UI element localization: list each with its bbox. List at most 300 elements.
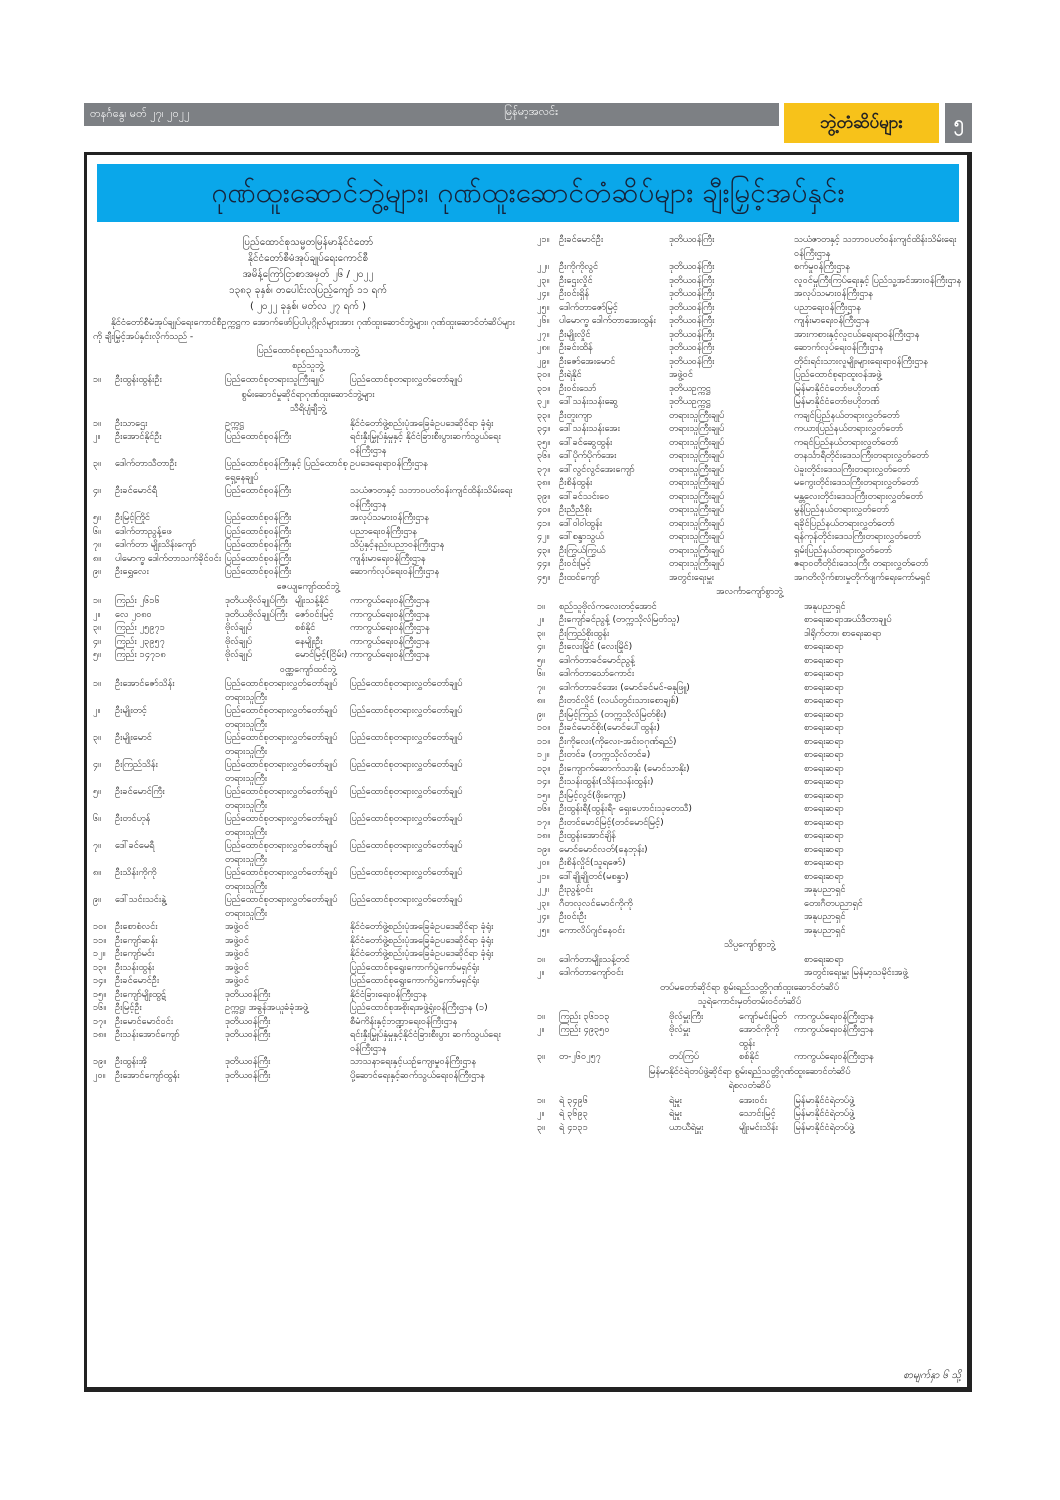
row-number: ၇။: [537, 681, 545, 693]
table-row: [93, 608, 523, 622]
person-name: ဒေါ်လွင်လွင်အေးကျော်: [559, 463, 635, 475]
profession: စာရေးဆရာ: [804, 695, 844, 706]
profession: စာရေးဆရာ: [804, 749, 844, 760]
table-row: [93, 947, 523, 961]
person-name: ဦးခင်မောင်စိုး(မောင်ပေါ်ထွန်း): [559, 722, 660, 733]
row-number: ၁၈။: [537, 830, 551, 841]
table-row: [537, 301, 962, 315]
table-row: [93, 934, 523, 948]
ministry: ကာကွယ်ရေးဝန်ကြီးဌာန: [794, 1051, 874, 1062]
section-title: မြန်မာနိုင်ငံရဲတပ်ဖွဲ့ဆိုင်ရာ စွမ်းရည်သတ္တိဂုဏ်ထူးဆောင်တံဆိပ်: [648, 1065, 851, 1077]
person-name: ဒေါ်ပိုက်ပိုက်အေး: [559, 450, 617, 461]
ministry: ပြည်ထောင်စုရွေးကောက်ပွဲကော်မရှင်ရုံး: [350, 975, 480, 986]
table-row: [537, 802, 962, 816]
table-row: [93, 812, 523, 839]
person-name: စည်သူဗိုလ်ကလေးတင့်အောင်: [559, 600, 657, 612]
person-name: ဒေါက်တာမျိုးသန့်တင်: [559, 953, 630, 965]
person-name: ဦးတင်လှိုင် (လယ်တွင်းသားစောချစ်): [559, 695, 679, 706]
row-number: ၈။: [93, 867, 102, 878]
row-number: ၃၀။: [537, 369, 551, 380]
row-number: ၁။: [537, 600, 545, 612]
row-number: ၁၉။: [537, 843, 551, 855]
row-number: ၁။: [93, 678, 101, 689]
table-row: [93, 538, 523, 552]
row-number: ၆။: [537, 668, 545, 679]
profession: စာရေးဆရာ: [804, 762, 844, 774]
row-number: ၄။: [93, 759, 101, 770]
table-row: [93, 565, 523, 579]
ministry: အလုပ်သမားဝန်ကြီးဌာန: [794, 288, 873, 299]
person-name: ဦးကျော်မျိုးထွဋ်: [115, 988, 166, 1000]
table-row: [93, 677, 523, 704]
row-number: ၁၄။: [537, 776, 551, 787]
ministry: နိုင်ငံတော်ဖွဲ့စည်းပုံအခြေခံဥပဒေဆိုင်ရာ ခုံရုံး: [350, 417, 494, 429]
person-name: ဦးကြွယ်ကြွယ်: [559, 544, 606, 556]
profession: စာရေးဆရာ: [804, 816, 844, 828]
service-number: ကြည်း ၂၅၉၇၁: [115, 622, 165, 633]
profession: စာရေးဆရာ: [804, 857, 844, 868]
table-row: [93, 974, 523, 988]
row-number: ၃၆။: [537, 450, 551, 461]
ministry: အလုပ်သမားဝန်ကြီးဌာန: [350, 512, 429, 523]
table-row: [537, 1050, 962, 1064]
position: ပြည်ထောင်စုဝန်ကြီး: [225, 431, 292, 442]
table-row: [93, 373, 523, 387]
header-line: ၁၃၈၃ ခုနှစ်၊ တပေါင်းလပြည့်ကျော် ၁၁ ရက်: [228, 285, 388, 296]
person-name: ဦးမြင့်ဦး: [115, 1002, 142, 1013]
table-row: [537, 600, 962, 614]
award-section: [537, 233, 962, 584]
position: အဖွဲ့ဝင်: [225, 975, 249, 986]
table-row: [93, 988, 523, 1002]
person-name: မျိုးမင်းသိန်း: [739, 1121, 779, 1133]
person-name: ဦးမြင့်ကြိုင်: [115, 512, 150, 523]
rank: ရဲမှူး: [669, 1108, 682, 1119]
rank: ဗိုလ်ချုပ်: [225, 635, 253, 647]
row-number: ၁၂။: [537, 749, 550, 760]
table-row: [93, 920, 523, 934]
row-number: ၂၀။: [93, 1069, 106, 1081]
rank: တပ်ကြပ်: [669, 1051, 699, 1062]
person-name: ဦးသာဌေး: [115, 417, 148, 429]
row-number: ၁၃။: [537, 762, 551, 774]
table-row: [537, 708, 962, 722]
position: ဒုတိယဝန်ကြီး: [225, 1056, 271, 1067]
position: ဒုတိယဝန်ကြီး: [669, 274, 715, 286]
person-name: မောင်မောင်လတ်(နေဘုန်း): [559, 843, 648, 855]
service-number: ရဲ ၄၁၃၁: [559, 1121, 588, 1133]
intro-paragraph: နိုင်ငံတော်စီမံအုပ်ချုပ်ရေးကောင်စီဥက္ကဋ္ဌက အောက်ဖော်ပြပါပုဂ္ဂိုလ်များအား ဂုဏ်ထူးဆောင်ဘွဲ့များ၊ ဂုဏ်ထူးဆောင်တံဆိပ်များကို ချီးမြှင့်အပ်နှင်းလိုက်သည် -: [93, 317, 515, 342]
rank: ဒုတိယဗိုလ်ချုပ်ကြီး: [225, 608, 288, 620]
ministry: ပြည်ထောင်စုတရားလွှတ်တော်ချုပ်: [350, 840, 463, 851]
row-number: ၁၃။: [93, 961, 107, 973]
person-name: ဒေါက်တာညွန့်ဖေ: [115, 525, 172, 537]
table-row: [537, 517, 962, 531]
row-number: ၃၃။: [537, 409, 551, 421]
ministry: သယံဇာတနှင့် သဘာဝပတ်ဝန်းကျင်ထိန်းသိမ်းရေးဝန်ကြီးဌာန: [350, 485, 513, 510]
person-name: ဒေါ်ခင်ဆွေထွန်း: [559, 436, 613, 448]
row-number: ၆။: [93, 813, 101, 824]
newspaper-name: မြန်မာ့အလင်း: [504, 105, 558, 118]
award-section: [93, 388, 523, 579]
row-number: ၁၀။: [93, 921, 107, 932]
section-title: စည်သူဘွဲ့: [292, 359, 324, 371]
ministry: ပညာရေးဝန်ကြီးဌာန: [794, 301, 861, 313]
ministry: ပြည်ထောင်စုအစိုးရအဖွဲ့ရုံးဝန်ကြီးဌာန (၁): [350, 1002, 488, 1013]
row-number: ၃၅။: [537, 436, 551, 448]
table-row: [537, 260, 962, 274]
table-row: [93, 511, 523, 525]
ministry: ပြည်ထောင်စုတရားလွှတ်တော်ချုပ်: [350, 732, 463, 743]
table-row: [537, 422, 962, 436]
rank: ဗိုလ်မှူးကြီး: [669, 1010, 704, 1022]
table-row: [537, 613, 962, 627]
section-title: စွမ်းဆောင်မှုဆိုင်ရာဂုဏ်ထူးဆောင်ဘွဲ့များ: [241, 388, 375, 400]
row-number: ၁၅။: [93, 988, 107, 1000]
position: ဒုတိယဝန်ကြီး: [225, 1069, 271, 1081]
row-number: ၁၁။: [537, 735, 551, 747]
table-row: [537, 816, 962, 830]
left-column: [93, 235, 523, 1082]
row-number: ၃၉။: [537, 490, 551, 502]
ministry: ကာကွယ်ရေးဝန်ကြီးဌာန: [794, 1024, 874, 1035]
header-line: ( ၂၀၂၂ ခုနှစ်၊ မတ်လ ၂၇ ရက် ): [249, 301, 367, 312]
table-row: [537, 355, 962, 369]
person-name: ဦးမြင့်လွင်(ဖိုးကျော့): [559, 789, 626, 801]
position: ပြည်ထောင်စုတရားလွှတ်တော်ချုပ် တရားသူကြီး: [225, 759, 338, 784]
profession: စာရေးဆရာအယ်ဒီတာချုပ်: [804, 614, 892, 625]
position: ပြည်ထောင်စုတရားလွှတ်တော်ချုပ် တရားသူကြီး: [225, 678, 338, 703]
person-name: ဦးထွန်းရီ(ထွန်းရီ- ရှေးဟောင်းသုတေသီ): [559, 803, 692, 814]
person-name: ဦးတင်ခ (တက္ကသိုလ်တင်ခ): [559, 749, 651, 760]
ministry: မြန်မာနိုင်ငံရဲတပ်ဖွဲ့: [794, 1108, 855, 1119]
person-name: ဦးတင်ဟုန်: [115, 813, 151, 824]
table-row: [537, 476, 962, 490]
ministry: ပြည်ထောင်စုတရားလွှတ်တော်ချုပ်: [350, 867, 463, 878]
row-number: ၃၂။: [537, 396, 550, 407]
table-row: [93, 484, 523, 511]
person-name: ဒေါ်သန်းသန်းဆွေ: [559, 396, 619, 407]
person-name: ဦးခင်မောင်ဦး: [115, 975, 160, 986]
person-name: ဦးအောင်နိုင်ဦး: [115, 431, 162, 442]
table-row: [537, 897, 962, 911]
position: တရားသူကြီးချုပ်: [669, 436, 725, 448]
person-name: မောင်မြင့်(ငြိမ်း): [295, 649, 348, 660]
table-row: [93, 525, 523, 539]
person-name: ဒေါ်ခင်မေရီ: [115, 840, 155, 851]
table-row: [537, 1107, 962, 1121]
position: ပြည်ထောင်စုတရားလွှတ်တော်ချုပ် တရားသူကြီး: [225, 732, 338, 757]
header-line: အမိန့်ကြော်ငြာစာအမှတ် ၂၆ / ၂၀၂၂: [242, 269, 374, 280]
section-title: အလင်္ကာကျော်စွာဘွဲ့: [716, 586, 783, 597]
table-row: [537, 233, 962, 260]
row-number: ၂၃။: [537, 897, 550, 909]
person-name: ဦးဝင်းသော်: [559, 382, 597, 394]
person-name: ဦးခင်မောင်ရီ: [115, 485, 158, 496]
person-name: ဒေါက်တာဇော်မြင့်: [559, 301, 618, 313]
position: ဒုတိယဝန်ကြီး: [225, 1029, 271, 1040]
row-number: ၂၃။: [537, 274, 550, 286]
row-number: ၄။: [537, 641, 545, 652]
table-row: [537, 571, 962, 585]
award-section: [93, 344, 523, 387]
row-number: ၃။: [93, 458, 101, 469]
service-number: ရဲ ၃၄၉၆: [559, 1094, 588, 1106]
person-name: ဦးမျိုးမောင်: [115, 732, 152, 743]
table-row: [537, 789, 962, 803]
row-number: ၄၃။: [537, 544, 551, 556]
header-line: ပြည်ထောင်စုသမ္မတမြန်မာနိုင်ငံတော်: [242, 237, 374, 248]
profession: စာရေးဆရာ: [804, 830, 844, 841]
ministry: ရခိုင်ပြည်နယ်တရားလွှတ်တော်: [794, 517, 895, 529]
row-number: ၁။: [93, 374, 101, 385]
table-row: [537, 924, 962, 938]
row-number: ၁၁။: [93, 934, 107, 946]
rank: ရဲမှူး: [669, 1094, 682, 1106]
position: ပြည်ထောင်စုဝန်ကြီး: [225, 539, 292, 550]
table-row: [537, 843, 962, 857]
table-row: [93, 866, 523, 893]
row-number: ၃၄။: [537, 423, 551, 434]
award-section: [537, 981, 962, 1064]
position: ပြည်ထောင်စုဝန်ကြီး: [225, 566, 292, 577]
table-row: [537, 627, 962, 641]
row-number: ၃။: [93, 622, 101, 633]
table-row: [537, 883, 962, 897]
position: ဒုတိယဝန်ကြီး: [669, 355, 715, 367]
row-number: ၂၄။: [537, 911, 550, 922]
header-line: နိုင်ငံတော်စီမံအုပ်ချုပ်ရေးကောင်စီ: [247, 253, 369, 264]
position: ဒုတိယဥက္ကဋ္ဌ: [669, 382, 711, 394]
row-number: ၆။: [93, 525, 101, 537]
table-row: [537, 721, 962, 735]
section-title: ရဲစလတံဆိပ်: [728, 1080, 771, 1091]
position: အဖွဲ့ဝင်: [225, 961, 249, 973]
person-name: ဒေါ်စန္ဒာသွယ်: [559, 531, 605, 542]
profession: စာရေးဆရာ: [804, 735, 844, 747]
row-number: ၂။: [537, 614, 545, 625]
person-name: ဦးညီညီစိုး: [559, 504, 592, 515]
service-number: ကြည်း ၁၄၇၁၈: [115, 649, 166, 660]
person-name: ပါမောက္ခ ဒေါက်တာအေးထွန်း: [559, 315, 656, 326]
row-number: ၈။: [93, 552, 102, 564]
person-name: မျိုးသန့်နိုင်: [295, 595, 329, 606]
ministry: ကာကွယ်ရေးဝန်ကြီးဌာန: [794, 1010, 874, 1022]
row-number: ၉။: [537, 708, 545, 720]
person-name: ကျော်မင်းမြတ်: [739, 1010, 787, 1022]
table-row: [93, 758, 523, 785]
table-row: [537, 1094, 962, 1108]
table-row: [537, 544, 962, 558]
ministry: နိုင်ငံတော်ဖွဲ့စည်းပုံအခြေခံဥပဒေဆိုင်ရာ ခုံရုံး: [350, 934, 494, 946]
row-number: ၇။: [93, 539, 101, 550]
row-number: ၂။: [93, 608, 101, 620]
position: တရားသူကြီးချုပ်: [669, 463, 725, 475]
table-row: [537, 748, 962, 762]
row-number: ၁။: [93, 595, 101, 606]
person-name: ဒေါက်တာခင်မောင်ညွန့်: [559, 654, 635, 666]
row-number: ၂။: [93, 705, 101, 716]
person-name: ဂီတလုလင်မောင်ကိုကို: [559, 897, 633, 909]
position: ပြည်ထောင်စုဝန်ကြီး: [225, 485, 292, 496]
rank: ဗိုလ်ချုပ်: [225, 622, 253, 633]
position: ပြည်ထောင်စုဝန်ကြီး: [225, 512, 292, 523]
table-row: [537, 341, 962, 355]
table-row: [93, 893, 523, 920]
row-number: ၃။: [537, 1121, 545, 1133]
service-number: ကြည်း ၄၉၃၅၀: [559, 1024, 610, 1035]
table-row: [537, 314, 962, 328]
row-number: ၁၉။: [93, 1056, 107, 1067]
profession: စာရေးဆရာ: [804, 681, 844, 693]
profession: စာရေးဆရာ: [804, 641, 844, 652]
table-row: [537, 328, 962, 342]
position: တရားသူကြီးချုပ်: [669, 423, 725, 434]
section-title: ပြည်ထောင်စုစည်သူသဂီဟာဘွဲ့: [256, 345, 360, 356]
row-number: ၁၈။: [93, 1029, 107, 1040]
profession: အတွင်းရေးမှူး မြန်မာ့သမိုင်းအဖွဲ့: [804, 967, 908, 978]
table-row: [537, 368, 962, 382]
table-row: [93, 417, 523, 431]
ministry: ကချင်ပြည်နယ်တရားလွှတ်တော်: [794, 409, 900, 421]
row-number: ၁၆။: [537, 803, 551, 814]
award-section: [537, 585, 962, 937]
position: ပြည်ထောင်စုတရားလွှတ်တော်ချုပ် တရားသူကြီး: [225, 867, 338, 892]
service-number: ကြည်း ၂၃၉၅၇: [115, 635, 165, 647]
person-name: ဦးခင်မောင်ကြီး: [115, 786, 165, 797]
profession: စာရေးဆရာ: [804, 843, 844, 855]
person-name: ဒေါ်ချိုချိုတင်(မစန္ဒာ): [559, 870, 629, 882]
person-name: ဦးရဲနိုင်: [559, 369, 582, 380]
position: ဒုတိယဝန်ကြီး: [669, 342, 715, 353]
table-row: [537, 694, 962, 708]
ministry: နိုင်ငံတော်ဖွဲ့စည်းပုံအခြေခံဥပဒေဆိုင်ရာ ခုံရုံး: [350, 921, 494, 932]
section-title: တပ်မတော်ဆိုင်ရာ စွမ်းရည်သတ္တိဂုဏ်ထူးဆောင်တံဆိပ်: [659, 981, 839, 993]
table-row: [93, 731, 523, 758]
row-number: ၂၁။: [537, 870, 550, 882]
table-row: [93, 1001, 523, 1015]
person-name: ဦးဝင်းရှိန်: [559, 288, 590, 299]
position: ဒုတိယဥက္ကဋ္ဌ: [669, 396, 711, 407]
row-number: ၁၇။: [93, 1015, 107, 1027]
table-row: [537, 463, 962, 477]
row-number: ၂၅။: [537, 301, 550, 313]
person-name: ဒေါက်တာသီတာဦး: [115, 458, 177, 469]
table-row: [537, 382, 962, 396]
person-name: နေမျိုးဦး: [295, 635, 323, 647]
person-name: ဦးညွန့်ဝင်း: [559, 884, 593, 895]
table-row: [93, 839, 523, 866]
continued-note: စာမျက်နှာ ၆ သို့: [903, 1370, 961, 1381]
person-name: ဦးမျိုးတင့်: [115, 705, 147, 716]
position: တရားသူကြီးချုပ်: [669, 409, 725, 421]
row-number: ၄၂။: [537, 531, 550, 542]
row-number: ၂။: [93, 431, 101, 442]
person-name: ဦးစောစံလင်း: [115, 921, 158, 932]
row-number: ၄၅။: [537, 571, 551, 583]
profession: စာရေးဆရာ: [804, 654, 844, 666]
profession: အနုပညာရှင်: [804, 911, 846, 922]
section-title: ဝဏ္ဏကျော်ထင်ဘွဲ့: [279, 663, 337, 675]
ministry: ရင်းနှီးမြှုပ်နှံမှုနှင့် နိုင်ငံခြားစီးပွားဆက်သွယ်ရေးဝန်ကြီးဌာန: [350, 431, 501, 456]
position: ဒုတိယဝန်ကြီး: [225, 988, 271, 1000]
row-number: ၃၁။: [537, 382, 551, 394]
person-name: ဦးကျော်ဆန်း: [115, 934, 158, 946]
table-row: [537, 1010, 962, 1024]
person-name: ဦးသိန်းကိုကို: [115, 867, 157, 878]
table-row: [93, 635, 523, 649]
row-number: ၁၄။: [93, 975, 107, 986]
position: အဖွဲ့ဝင်: [225, 921, 249, 932]
table-row: [537, 449, 962, 463]
table-row: [537, 530, 962, 544]
table-row: [93, 621, 523, 635]
row-number: ၁။: [537, 953, 545, 965]
ministry: ဥပဒေရေးရာဝန်ကြီးဌာန: [350, 458, 428, 469]
person-name: ဦးခင်မောင်ဦး: [559, 234, 604, 245]
ministry: ရန်ကုန်တိုင်းဒေသကြီးတရားလွှတ်တော်: [794, 531, 921, 542]
ministry: မကွေးတိုင်းဒေသကြီးတရားလွှတ်တော်: [794, 477, 919, 488]
table-row: [537, 870, 962, 884]
ministry: ဧရာဝတီတိုင်းဒေသကြီး တရားလွှတ်တော်: [794, 558, 929, 569]
table-row: [93, 785, 523, 812]
row-number: ၇။: [93, 840, 101, 851]
profession: ဒါရိုက်တာ၊ စာရေးဆရာ: [804, 627, 882, 639]
table-row: [93, 1028, 523, 1055]
position: တရားသူကြီးချုပ်: [669, 477, 725, 488]
position: ဥက္ကဋ္ဌ၊ အခွန်အယူခံခုံအဖွဲ့: [225, 1002, 309, 1013]
table-row: [537, 681, 962, 695]
profession: စာရေးဆရာ: [804, 953, 844, 965]
ministry: တိုင်းရင်းသားလူမျိုးများရေးရာဝန်ကြီးဌာန: [794, 355, 928, 367]
row-number: ၉။: [93, 894, 101, 905]
person-name: ဦးကျော်မင်း: [115, 948, 155, 959]
position: ပြည်ထောင်စုတရားလွှတ်တော်ချုပ် တရားသူကြီး: [225, 894, 338, 919]
table-row: [93, 1015, 523, 1029]
row-number: ၁၀။: [537, 722, 551, 733]
ministry: ပြည်ထောင်စုရာထူးဝန်အဖွဲ့: [794, 369, 882, 380]
position: ပြည်ထောင်စုတရားလွှတ်တော်ချုပ် တရားသူကြီး: [225, 705, 338, 730]
position: အတွင်းရေးမှူး: [669, 571, 714, 583]
ministry: ကာကွယ်ရေးဝန်ကြီးဌာန: [350, 622, 430, 633]
row-number: ၂၇။: [537, 328, 550, 340]
row-number: ၁၇။: [537, 816, 551, 828]
ministry: မန္တလေးတိုင်းဒေသကြီးတရားလွှတ်တော်: [794, 490, 924, 502]
position: ဒုတိယဝန်ကြီး: [669, 315, 715, 326]
service-number: ကြည်း ၃၆၁၁၃: [559, 1010, 610, 1022]
award-section: [537, 938, 962, 980]
service-number: ကြည်း ၂၆၁၆: [115, 595, 160, 606]
ministry: ကရင်ပြည်နယ်တရားလွှတ်တော်: [794, 436, 899, 448]
table-row: [537, 829, 962, 843]
row-number: ၃။: [93, 732, 101, 743]
position: ဒုတိယဝန်ကြီး: [225, 1015, 271, 1027]
table-row: [93, 594, 523, 608]
ministry: သိပ္ပံနှင့်နည်းပညာဝန်ကြီးဌာန: [350, 539, 445, 550]
ministry: တနင်္သာရီတိုင်းဒေသကြီးတရားလွှတ်တော်: [794, 450, 929, 461]
position: တရားသူကြီးချုပ်: [669, 544, 725, 556]
ministry: ကျန်းမာရေးဝန်ကြီးဌာန: [794, 315, 870, 326]
person-name: ဦးသန်းထွန်း: [115, 961, 155, 973]
service-number: ရဲ ၃၆၉၃: [559, 1108, 588, 1119]
table-row: [537, 287, 962, 301]
row-number: ၃၇။: [537, 463, 551, 475]
ministry: ပြည်ထောင်စုရွေးကောက်ပွဲကော်မရှင်ရုံး: [350, 961, 480, 973]
person-name: ဦးခင်းထိန်: [559, 342, 593, 353]
ministry: ကာကွယ်ရေးဝန်ကြီးဌာန: [350, 635, 430, 647]
section-title: သူရဲကောင်းမှတ်တမ်းဝင်တံဆိပ်: [697, 996, 802, 1007]
person-name: ဦးကြည်စိုးထွန်း: [559, 627, 610, 639]
